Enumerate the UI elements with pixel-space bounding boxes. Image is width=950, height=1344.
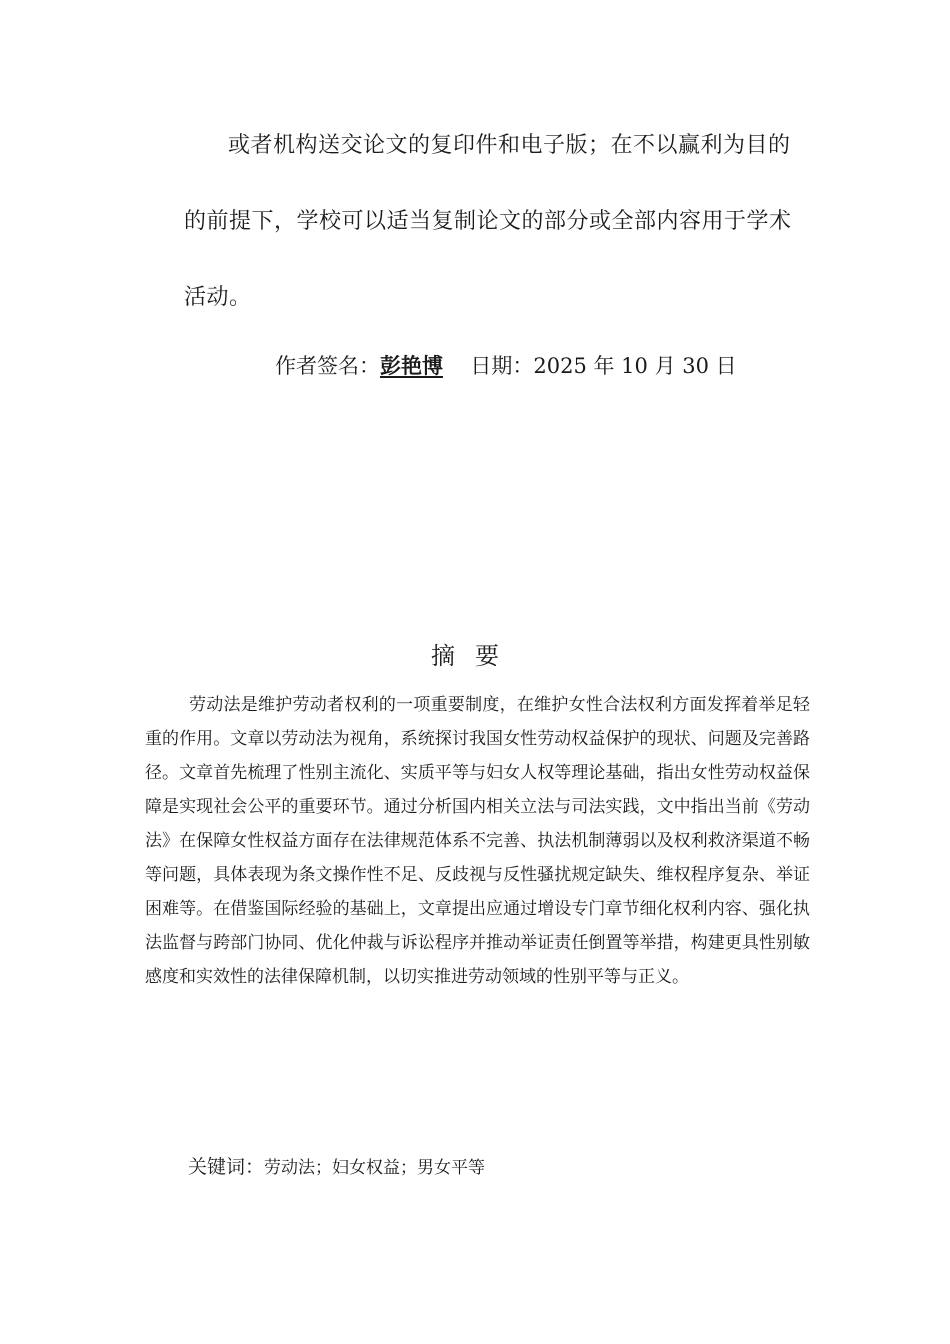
keywords-label: 关键词： — [188, 1156, 265, 1178]
date-label: 日期： — [470, 354, 534, 378]
abstract-title: 摘要 — [431, 642, 519, 670]
signature-label: 作者签名： — [275, 354, 380, 378]
abstract-body: 劳动法是维护劳动者权利的一项重要制度，在维护女性合法权利方面发挥着举足轻重的作用。文章以劳动法为视角，系统探讨我国女性劳动权益保护的现状、问题及完善路径。文章首先梳理了性别主流化、实质平等与妇女人权等理论基础，指出女性劳动权益保障是实现社会公平的重要环节。通过分析国内相关立法与司法实践，文中指出当前《劳动法》在保障女性权益方面存在法律规范体系不完善、执法机制薄弱以及权利救济渠道不畅等问题，具体表现为条文操作性不足、反歧视与反性骚扰规定缺失、维权程序复杂、举证困难等。在借鉴国际经验的基础上，文章提出应通过增设专门章节细化权利内容、强化执法监督与跨部门协同、优化仲裁与诉讼程序并推动举证责任倒置等举措，构建更具性别敏感度和实效性的法律保障机制，以切实推进劳动领域的性别平等与正义。 — [145, 695, 810, 987]
declaration-line-2: 的前提下，学校可以适当复制论文的部分或全部内容用于学术 — [184, 209, 792, 234]
keywords-line — [188, 1152, 485, 1179]
keywords-value: 劳动法；妇女权益；男女平等 — [264, 1158, 486, 1178]
declaration-line-1: 或者机构送交论文的复印件和电子版；在不以赢利为目的 — [228, 133, 791, 158]
date-value: 2025 年 10 月 30 日 — [533, 354, 737, 378]
signature-line — [275, 350, 737, 380]
declaration-line-3: 活动。 — [184, 285, 252, 310]
author-signature: 彭艳博 — [380, 353, 443, 378]
